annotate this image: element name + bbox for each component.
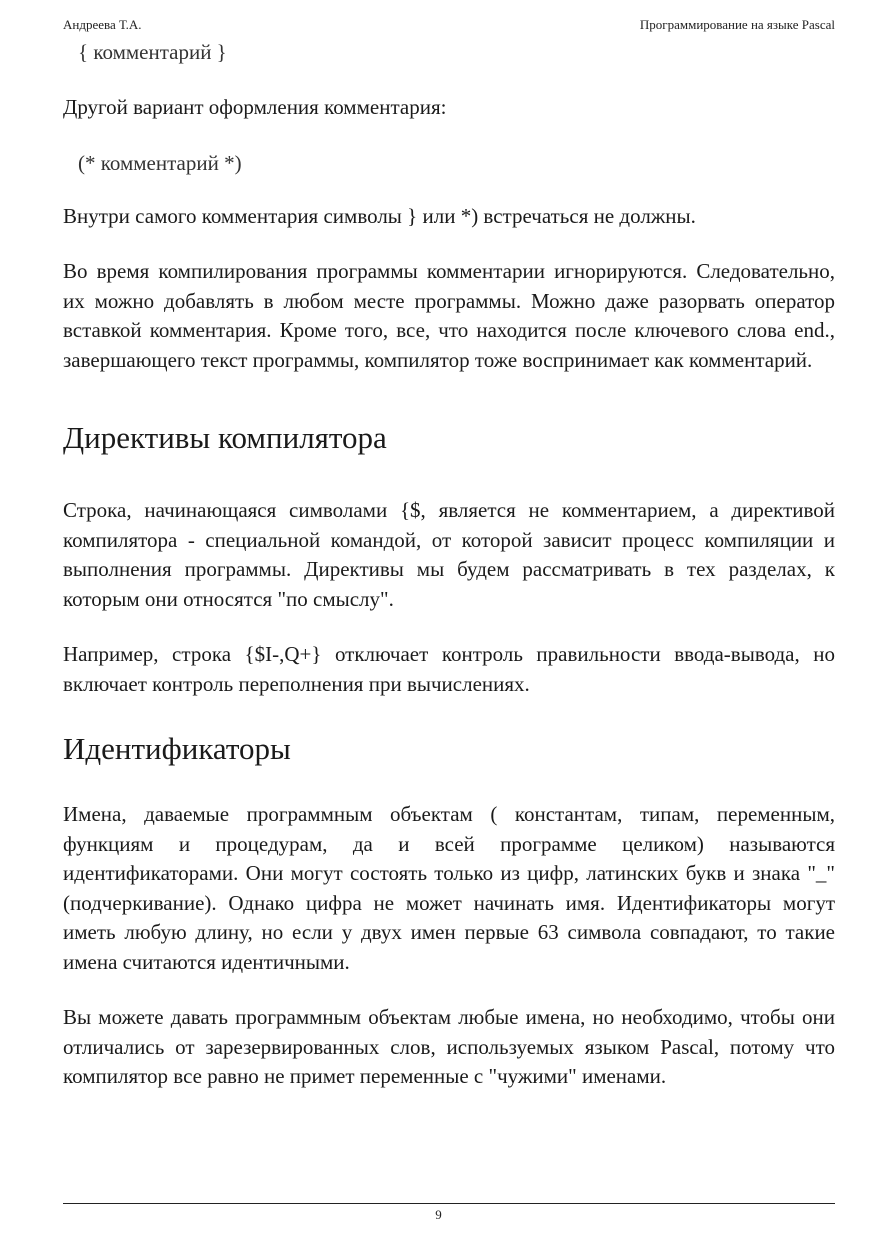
code-example-paren-comment: (* комментарий *) <box>78 150 242 175</box>
paragraph-alt-comment: Другой вариант оформления комментария: <box>63 95 447 119</box>
paragraph-reserved-words: Вы можете давать программным объектам любые имена, но необходимо, чтобы они отличались от зарезервированных слов, используемых языком Pascal, потому что компилятор все равно не примет переменные с "чужими" именами. <box>63 1005 835 1088</box>
page-body <box>63 38 835 1092</box>
heading-identifiers: Идентификаторы <box>63 731 291 766</box>
code-example-curly-comment: { комментарий } <box>78 40 227 64</box>
header-book-title: Программирование на языке Pascal <box>639 17 835 32</box>
page-header <box>63 17 835 35</box>
page-number: 9 <box>435 1207 442 1222</box>
paragraph-directives-example: Например, строка {$I-,Q+} отключает контроль правильности ввода-вывода, но включает контроль переполнения при вычислениях. <box>63 642 835 696</box>
header-author: Андреева Т.А. <box>63 17 142 32</box>
paragraph-comment-rules: Внутри самого комментария символы } или *) встречаться не должны. <box>63 203 696 228</box>
paragraph-comment-ignored: Во время компилирования программы комментарии игнорируются. Следовательно, их можно добавлять в любом месте программы. Можно даже разорвать оператор вставкой комментария. Кроме того, все, что находится после ключевого слова end., завершающего текст программы, компилятор тоже воспринимает как комментарий. <box>63 259 835 372</box>
heading-compiler-directives: Директивы компилятора <box>63 420 387 455</box>
footer-divider <box>63 1203 835 1204</box>
paragraph-identifiers-definition: Имена, даваемые программным объектам ( константам, типам, переменным, функциям и процедурам, да и всей программе целиком) называются идентификаторами. Они могут состоять только из цифр, латинских букв и знака "_" (подчеркивание). Однако цифра не может начинать имя. Идентификаторы могут иметь любую длину, но если у двух имен первые 63 символа совпадают, то такие имена считаются идентичными. <box>63 802 835 974</box>
paragraph-directives-definition: Строка, начинающаяся символами {$, является не комментарием, а директивой компилятора - специальной командой, от которой зависит процесс компиляции и выполнения программы. Директивы мы будем рассматривать в тех разделах, к которым они относятся "по смыслу". <box>63 498 835 611</box>
